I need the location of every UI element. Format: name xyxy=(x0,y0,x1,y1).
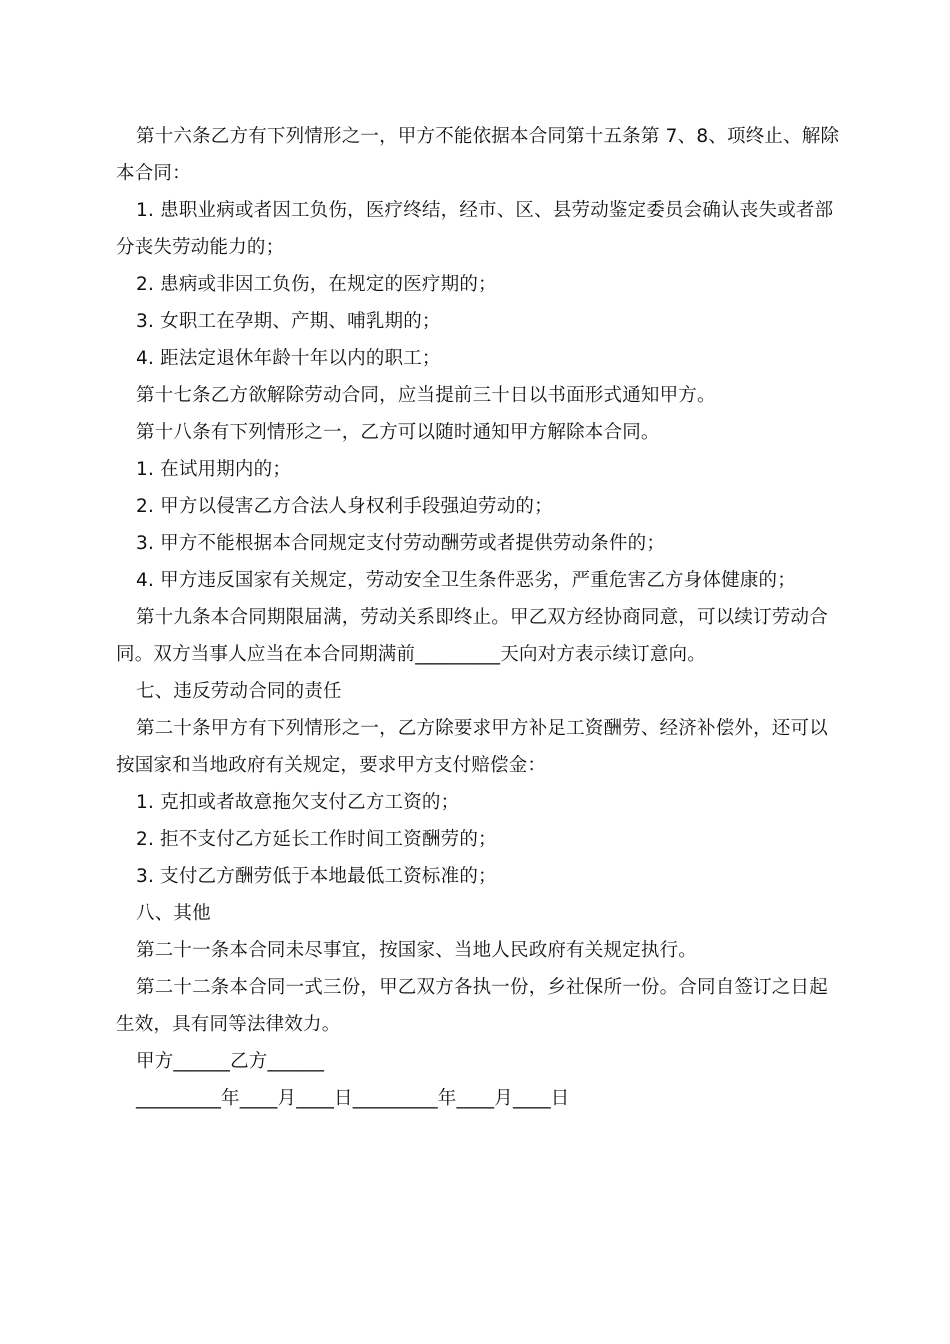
article-16-item-1: 1. 患职业病或者因工负伤，医疗终结，经市、区、县劳动鉴定委员会确认丧失或者部分丧失劳动能力的； xyxy=(116,200,834,258)
date-line: _________年____月____日_________年____月____日 xyxy=(136,1088,570,1109)
article-16-item-3: 3. 女职工在孕期、产期、哺乳期的； xyxy=(136,311,441,332)
article-16: 第十六条乙方有下列情形之一，甲方不能依据本合同第十五条第 7、8、项终止、解除本合同： xyxy=(116,126,840,184)
article-16-item-2: 2. 患病或非因工负伤，在规定的医疗期的； xyxy=(136,274,497,295)
article-19: 第十九条本合同期限届满，劳动关系即终止。甲乙双方经协商同意，可以续订劳动合同。双方当事人应当在本合同期满前_________天向对方表示续订意向。 xyxy=(116,607,828,665)
article-21: 第二十一条本合同未尽事宜，按国家、当地人民政府有关规定执行。 xyxy=(136,940,698,961)
article-22: 第二十二条本合同一式三份，甲乙双方各执一份，乡社保所一份。合同自签订之日起生效，具有同等法律效力。 xyxy=(116,977,828,1035)
article-17: 第十七条乙方欲解除劳动合同，应当提前三十日以书面形式通知甲方。 xyxy=(136,385,716,406)
article-20: 第二十条甲方有下列情形之一，乙方除要求甲方补足工资酬劳、经济补偿外，还可以按国家和当地政府有关规定，要求甲方支付赔偿金： xyxy=(116,718,828,776)
article-18: 第十八条有下列情形之一，乙方可以随时通知甲方解除本合同。 xyxy=(136,422,660,443)
section-7-heading: 七、违反劳动合同的责任 xyxy=(136,681,342,702)
article-20-item-1: 1. 克扣或者故意拖欠支付乙方工资的； xyxy=(136,792,460,813)
article-18-item-3: 3. 甲方不能根据本合同规定支付劳动酬劳或者提供劳动条件的； xyxy=(136,533,666,554)
contract-body xyxy=(116,118,840,1117)
article-20-item-2: 2. 拒不支付乙方延长工作时间工资酬劳的； xyxy=(136,829,497,850)
article-18-item-4: 4. 甲方违反国家有关规定，劳动安全卫生条件恶劣，严重危害乙方身体健康的； xyxy=(136,570,796,591)
article-18-item-1: 1. 在试用期内的； xyxy=(136,459,292,480)
section-8-heading: 八、其他 xyxy=(136,903,211,924)
article-20-item-3: 3. 支付乙方酬劳低于本地最低工资标准的； xyxy=(136,866,497,887)
article-18-item-2: 2. 甲方以侵害乙方合法人身权利手段强迫劳动的； xyxy=(136,496,553,517)
signature-line: 甲方______乙方______ xyxy=(136,1051,325,1072)
article-16-item-4: 4. 距法定退休年龄十年以内的职工； xyxy=(136,348,441,369)
